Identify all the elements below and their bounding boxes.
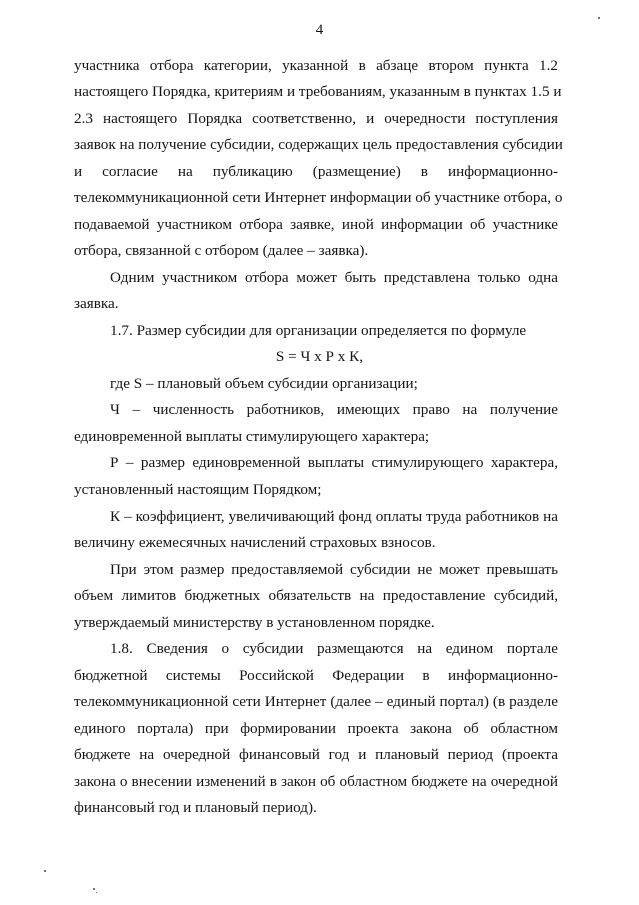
scan-speck [598, 17, 600, 19]
text-line: При этом размер предоставляемой субсидии не может превышать [110, 561, 558, 578]
text-line: К – коэффициент, увеличивающий фонд оплаты труда работников на [110, 508, 558, 525]
text-line: финансовый год и плановый период). [74, 799, 317, 816]
text-line: настоящего Порядка, критериям и требованиям, указанным в пунктах 1.5 и [74, 83, 562, 100]
text-line: объем лимитов бюджетных обязательств на предоставление субсидий, [74, 587, 558, 604]
text-line: 2.3 настоящего Порядка соответственно, и очередности поступления [74, 110, 558, 127]
text-line: Ч – численность работников, имеющих право на получение [110, 401, 558, 418]
page-number: 4 [315, 22, 324, 38]
text-line: 1.7. Размер субсидии для организации определяется по формуле [110, 322, 527, 339]
text-line: участника отбора категории, указанной в абзаце втором пункта 1.2 [74, 57, 558, 74]
text-line: единого портала) при формировании проекта закона об областном [74, 720, 558, 737]
formula: S = Ч х Р х К, [275, 348, 364, 365]
text-line: заявок на получение субсидии, содержащих цель предоставления субсидии [74, 136, 563, 153]
scan-speck [93, 888, 95, 890]
text-line: отбора, связанной с отбором (далее – заявка). [74, 242, 369, 259]
text-line: бюджетной системы Российской Федерации в информационно- [74, 667, 558, 684]
text-line: телекоммуникационной сети Интернет информации об участнике отбора, о [74, 189, 563, 206]
text-line: величину ежемесячных начислений страховых взносов. [74, 534, 436, 551]
text-line: где S – плановый объем субсидии организации; [110, 375, 418, 392]
text-line: заявка. [74, 295, 119, 312]
text-line: закона о внесении изменений в закон об областном бюджете на очередной [74, 773, 558, 790]
text-line: Одним участником отбора может быть представлена только одна [110, 269, 558, 286]
scan-speck [44, 870, 46, 872]
text-line: подаваемой участником отбора заявке, иной информации об участнике [74, 216, 558, 233]
text-line: и согласие на публикацию (размещение) в информационно- [74, 163, 558, 180]
text-line: установленный настоящим Порядком; [74, 481, 322, 498]
text-line: единовременной выплаты стимулирующего характера; [74, 428, 430, 445]
text-line: телекоммуникационной сети Интернет (далее – единый портал) (в разделе [74, 693, 558, 710]
text-line: бюджете на очередной финансовый год и плановый период (проекта [74, 746, 558, 763]
scan-speck [96, 892, 97, 893]
text-line: Р – размер единовременной выплаты стимулирующего характера, [110, 454, 558, 471]
text-line: 1.8. Сведения о субсидии размещаются на едином портале [110, 640, 558, 657]
text-line: утверждаемый министерству в установленном порядке. [74, 614, 435, 631]
